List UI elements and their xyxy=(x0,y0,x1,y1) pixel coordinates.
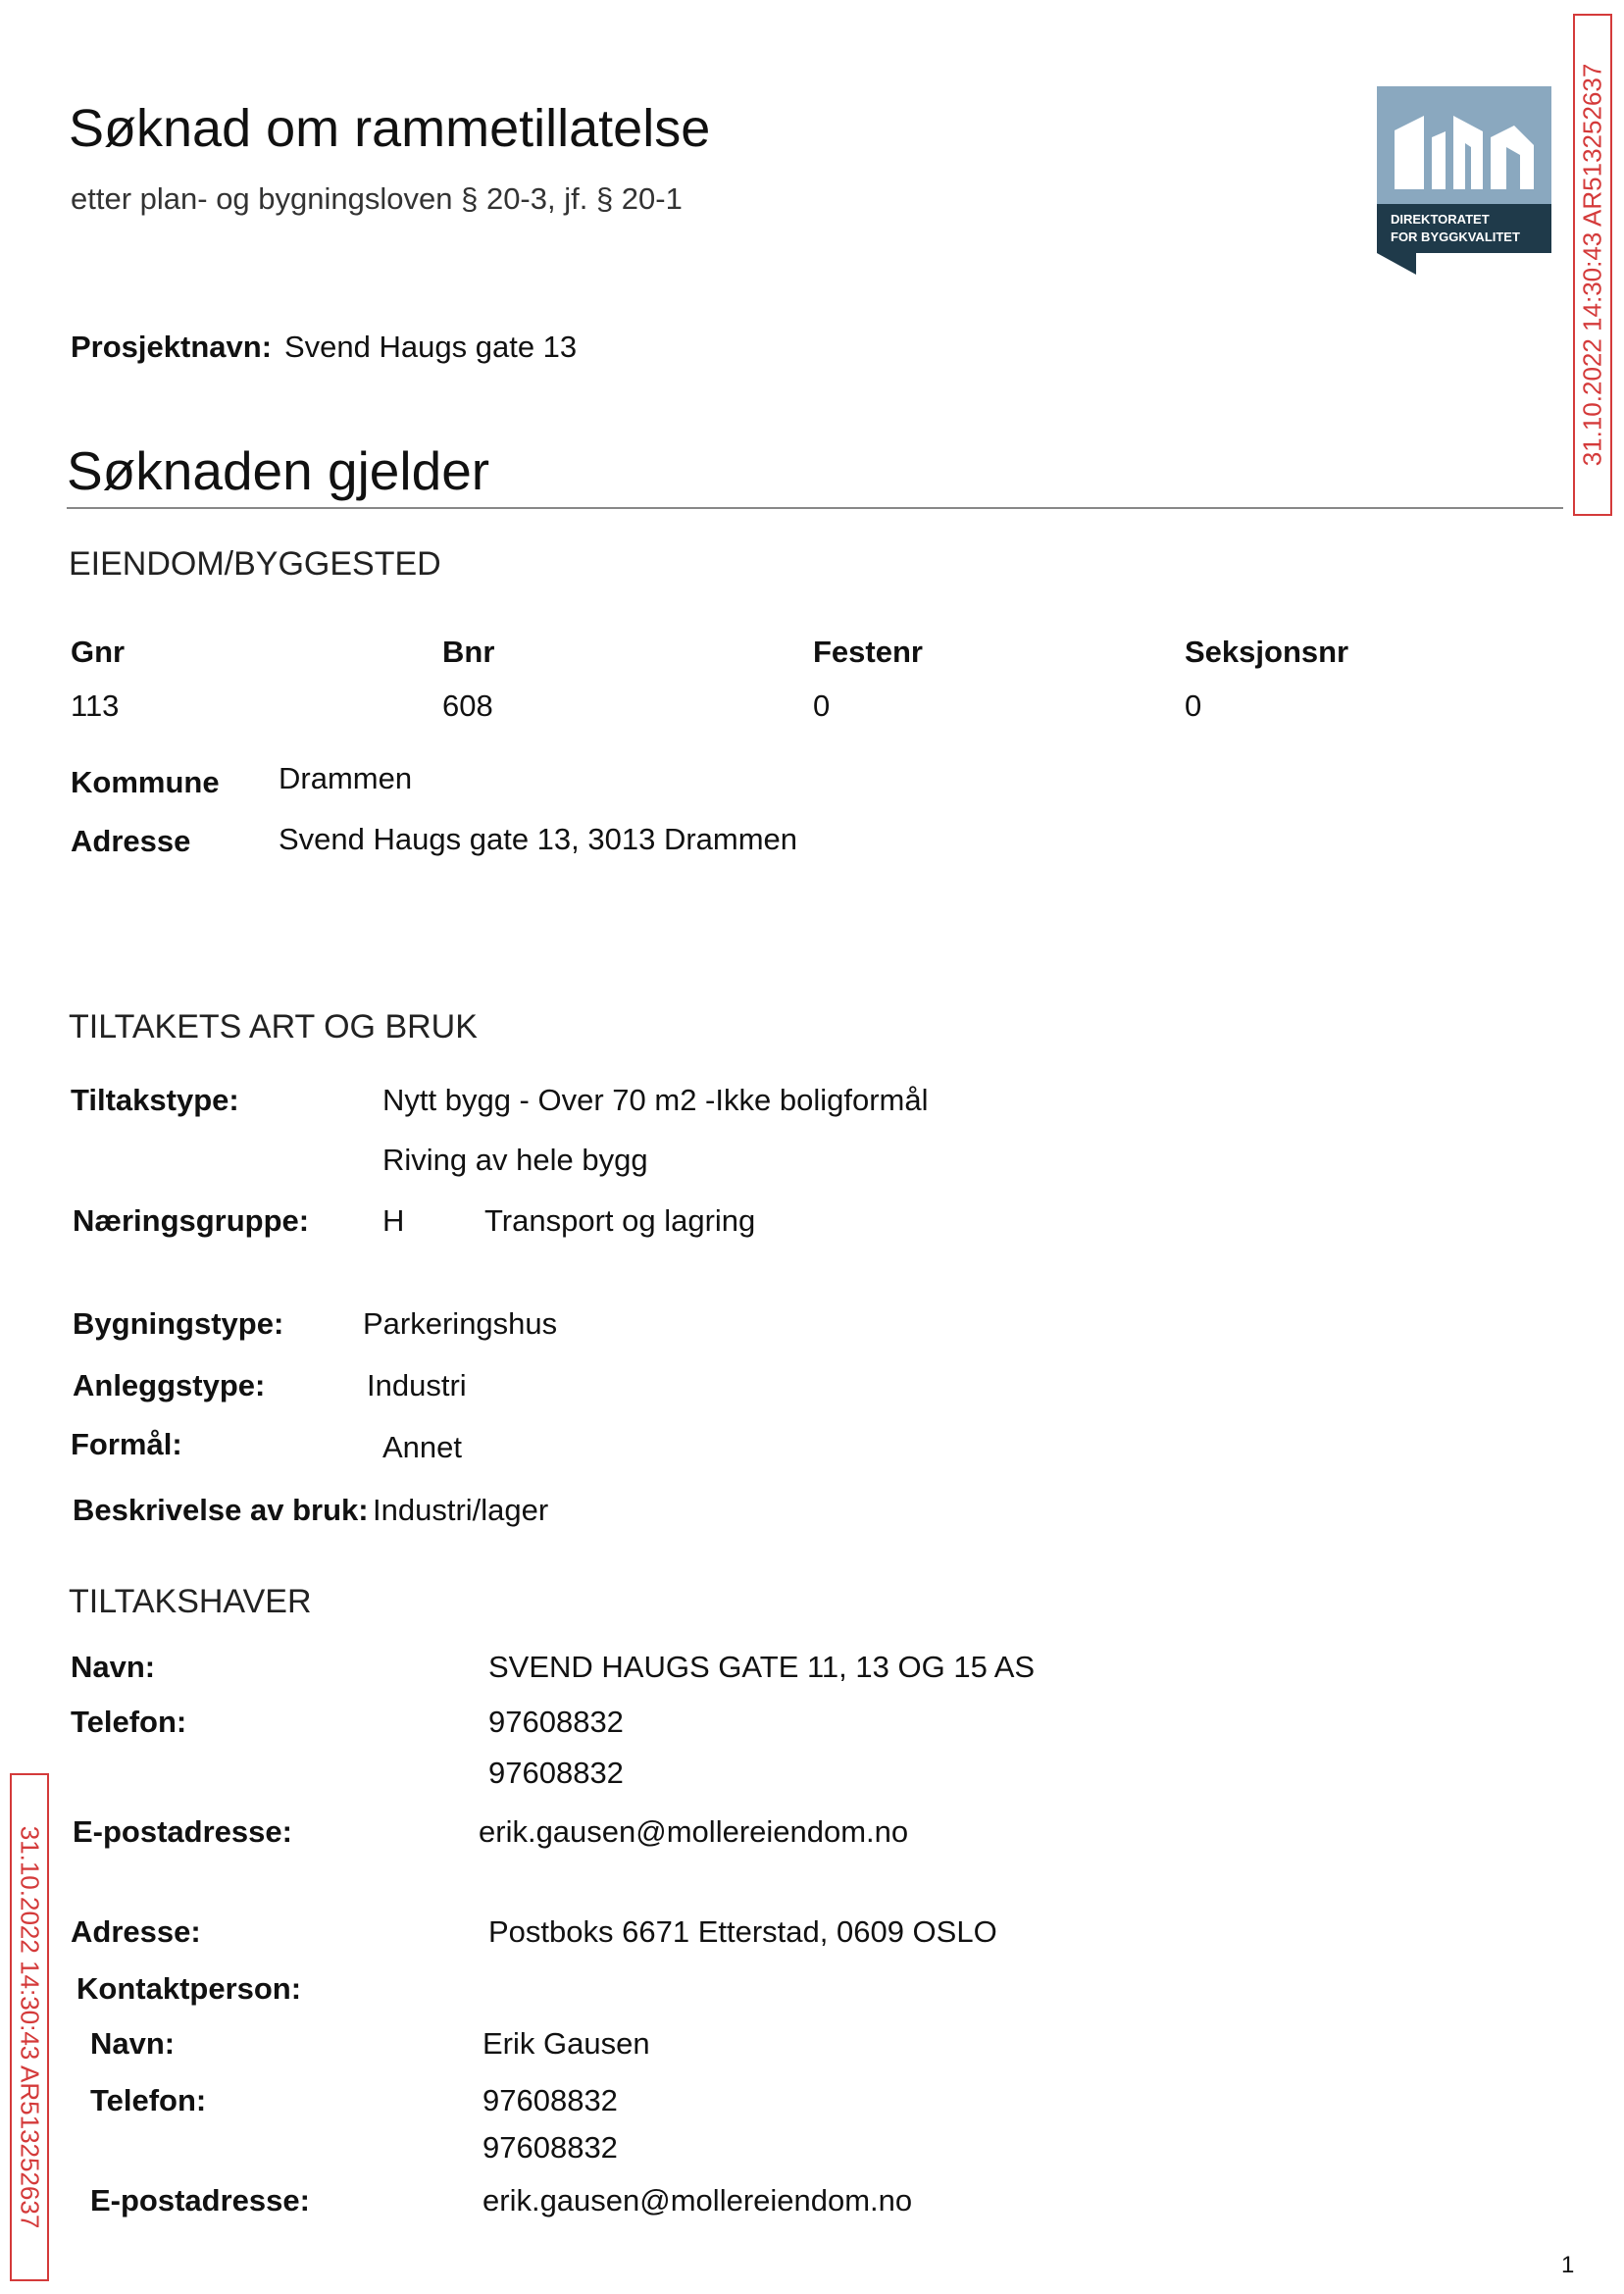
festenr-value: 0 xyxy=(813,688,831,723)
dibk-logo-icon xyxy=(1377,86,1551,275)
kontakt-telefon-value-2: 97608832 xyxy=(482,2130,618,2165)
seksjonsnr-label: Seksjonsnr xyxy=(1185,635,1349,669)
tiltakshaver-heading: TILTAKSHAVER xyxy=(69,1583,312,1620)
festenr-label: Festenr xyxy=(813,635,923,669)
adresse-value: Svend Haugs gate 13, 3013 Drammen xyxy=(279,822,798,856)
anleggstype-label: Anleggstype: xyxy=(73,1368,266,1402)
anleggstype-value: Industri xyxy=(367,1368,467,1402)
kontakt-navn-value: Erik Gausen xyxy=(482,2026,650,2061)
kontakt-telefon-label: Telefon: xyxy=(90,2083,207,2117)
kontakt-telefon-value-1: 97608832 xyxy=(482,2083,618,2117)
section-divider xyxy=(67,507,1563,509)
gnr-label: Gnr xyxy=(71,635,126,669)
naeringsgruppe-code: H xyxy=(382,1203,405,1238)
beskrivelse-value: Industri/lager xyxy=(373,1493,549,1527)
naeringsgruppe-value: Transport og lagring xyxy=(484,1203,756,1238)
formal-label: Formål: xyxy=(71,1427,182,1461)
tiltakstype-label: Tiltakstype: xyxy=(71,1083,239,1117)
beskrivelse-label: Beskrivelse av bruk: xyxy=(73,1493,369,1527)
receipt-stamp-bottom xyxy=(10,1773,49,2281)
seksjonsnr-value: 0 xyxy=(1185,688,1202,723)
tiltakshaver-adresse-label: Adresse: xyxy=(71,1914,201,1949)
stamp-text-top: 31.10.2022 14:30:43 AR513252637 xyxy=(1577,63,1607,467)
tiltakshaver-epost-value: erik.gausen@mollereiendom.no xyxy=(479,1814,909,1849)
bygningstype-label: Bygningstype: xyxy=(73,1306,284,1341)
kontakt-epost-label: E-postadresse: xyxy=(90,2183,310,2218)
eiendom-heading: EIENDOM/BYGGESTED xyxy=(69,545,441,583)
stamp-text-bottom: 31.10.2022 14:30:43 AR513252637 xyxy=(15,1825,45,2229)
bygningstype-value: Parkeringshus xyxy=(363,1306,558,1341)
kontaktperson-label: Kontaktperson: xyxy=(76,1971,302,2006)
bnr-label: Bnr xyxy=(442,635,495,669)
gnr-value: 113 xyxy=(71,688,120,723)
project-name-value: Svend Haugs gate 13 xyxy=(284,330,578,364)
tiltakshaver-adresse-value: Postboks 6671 Etterstad, 0609 OSLO xyxy=(488,1914,997,1949)
tiltak-heading: TILTAKETS ART OG BRUK xyxy=(69,1008,478,1045)
tiltakshaver-navn-value: SVEND HAUGS GATE 11, 13 OG 15 AS xyxy=(488,1650,1036,1684)
dibk-logo xyxy=(1377,86,1551,275)
kommune-value: Drammen xyxy=(279,761,413,795)
tiltakshaver-telefon-value-1: 97608832 xyxy=(488,1705,624,1739)
page-number: 1 xyxy=(1561,2252,1575,2278)
tiltakshaver-epost-label: E-postadresse: xyxy=(73,1814,292,1849)
logo-text-line2: FOR BYGGKVALITET xyxy=(1391,229,1520,244)
tiltakshaver-telefon-label: Telefon: xyxy=(71,1705,187,1739)
tiltakshaver-telefon-value-2: 97608832 xyxy=(488,1756,624,1790)
adresse-label: Adresse xyxy=(71,824,191,858)
tiltakshaver-navn-label: Navn: xyxy=(71,1650,156,1684)
section-title: Søknaden gjelder xyxy=(67,440,490,501)
naeringsgruppe-label: Næringsgruppe: xyxy=(73,1203,310,1238)
document-title: Søknad om rammetillatelse xyxy=(69,99,711,158)
project-name-label: Prosjektnavn: xyxy=(71,330,273,364)
logo-text-line1: DIREKTORATET xyxy=(1391,212,1490,227)
formal-value: Annet xyxy=(382,1430,463,1464)
tiltakstype-value-1: Nytt bygg - Over 70 m2 -Ikke boligformål xyxy=(382,1083,929,1117)
document-subtitle: etter plan- og bygningsloven § 20-3, jf. § 20-1 xyxy=(71,181,683,216)
receipt-stamp-top xyxy=(1573,14,1612,516)
kommune-label: Kommune xyxy=(71,765,220,799)
bnr-value: 608 xyxy=(442,688,493,723)
kontakt-navn-label: Navn: xyxy=(90,2026,176,2061)
kontakt-epost-value: erik.gausen@mollereiendom.no xyxy=(482,2183,913,2218)
tiltakstype-value-2: Riving av hele bygg xyxy=(382,1143,648,1177)
